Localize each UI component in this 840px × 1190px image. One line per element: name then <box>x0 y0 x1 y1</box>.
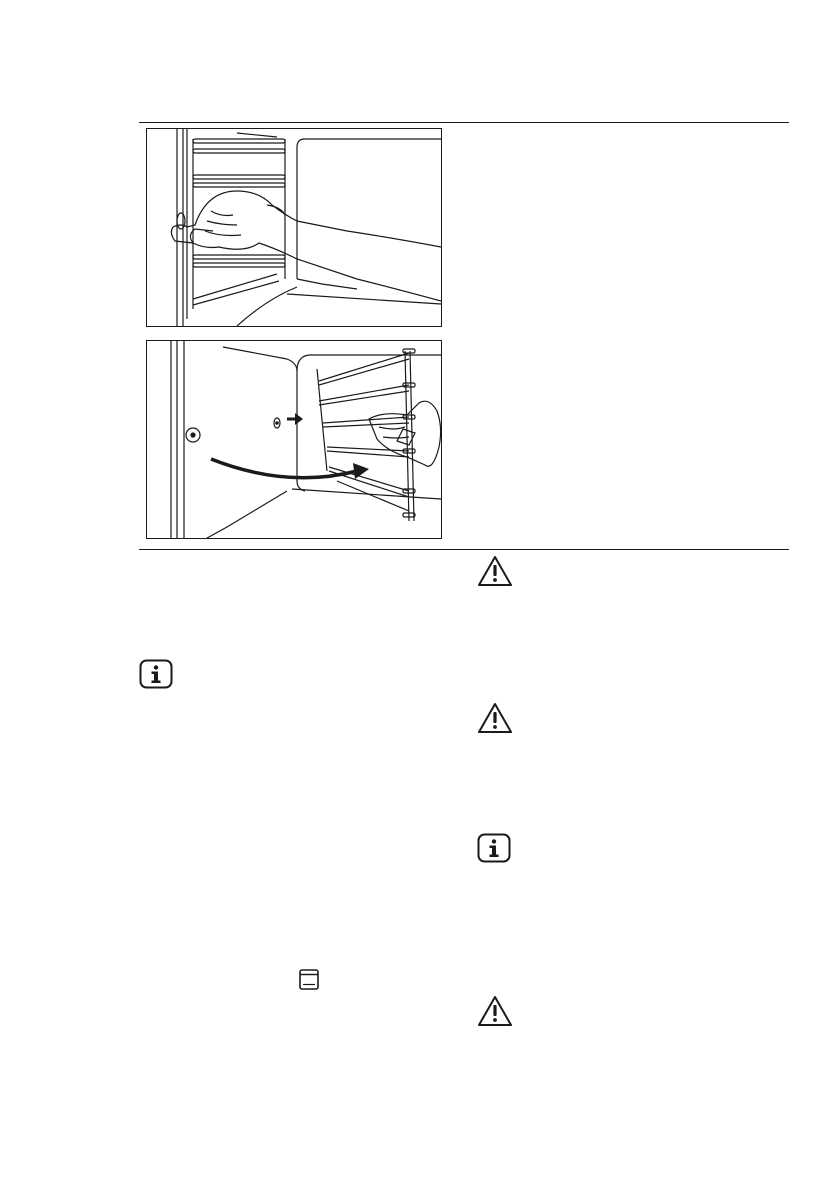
figure-remove-shelf-support-step2 <box>146 340 442 539</box>
figure-remove-shelf-support-step1 <box>146 128 442 327</box>
warning-icon <box>477 555 513 587</box>
warning-icon <box>477 702 513 734</box>
section-divider <box>139 549 789 550</box>
info-icon <box>139 659 173 689</box>
warning-icon <box>477 995 513 1027</box>
top-divider <box>139 122 789 123</box>
info-icon <box>477 833 511 863</box>
oven-light-symbol-icon <box>299 969 319 990</box>
